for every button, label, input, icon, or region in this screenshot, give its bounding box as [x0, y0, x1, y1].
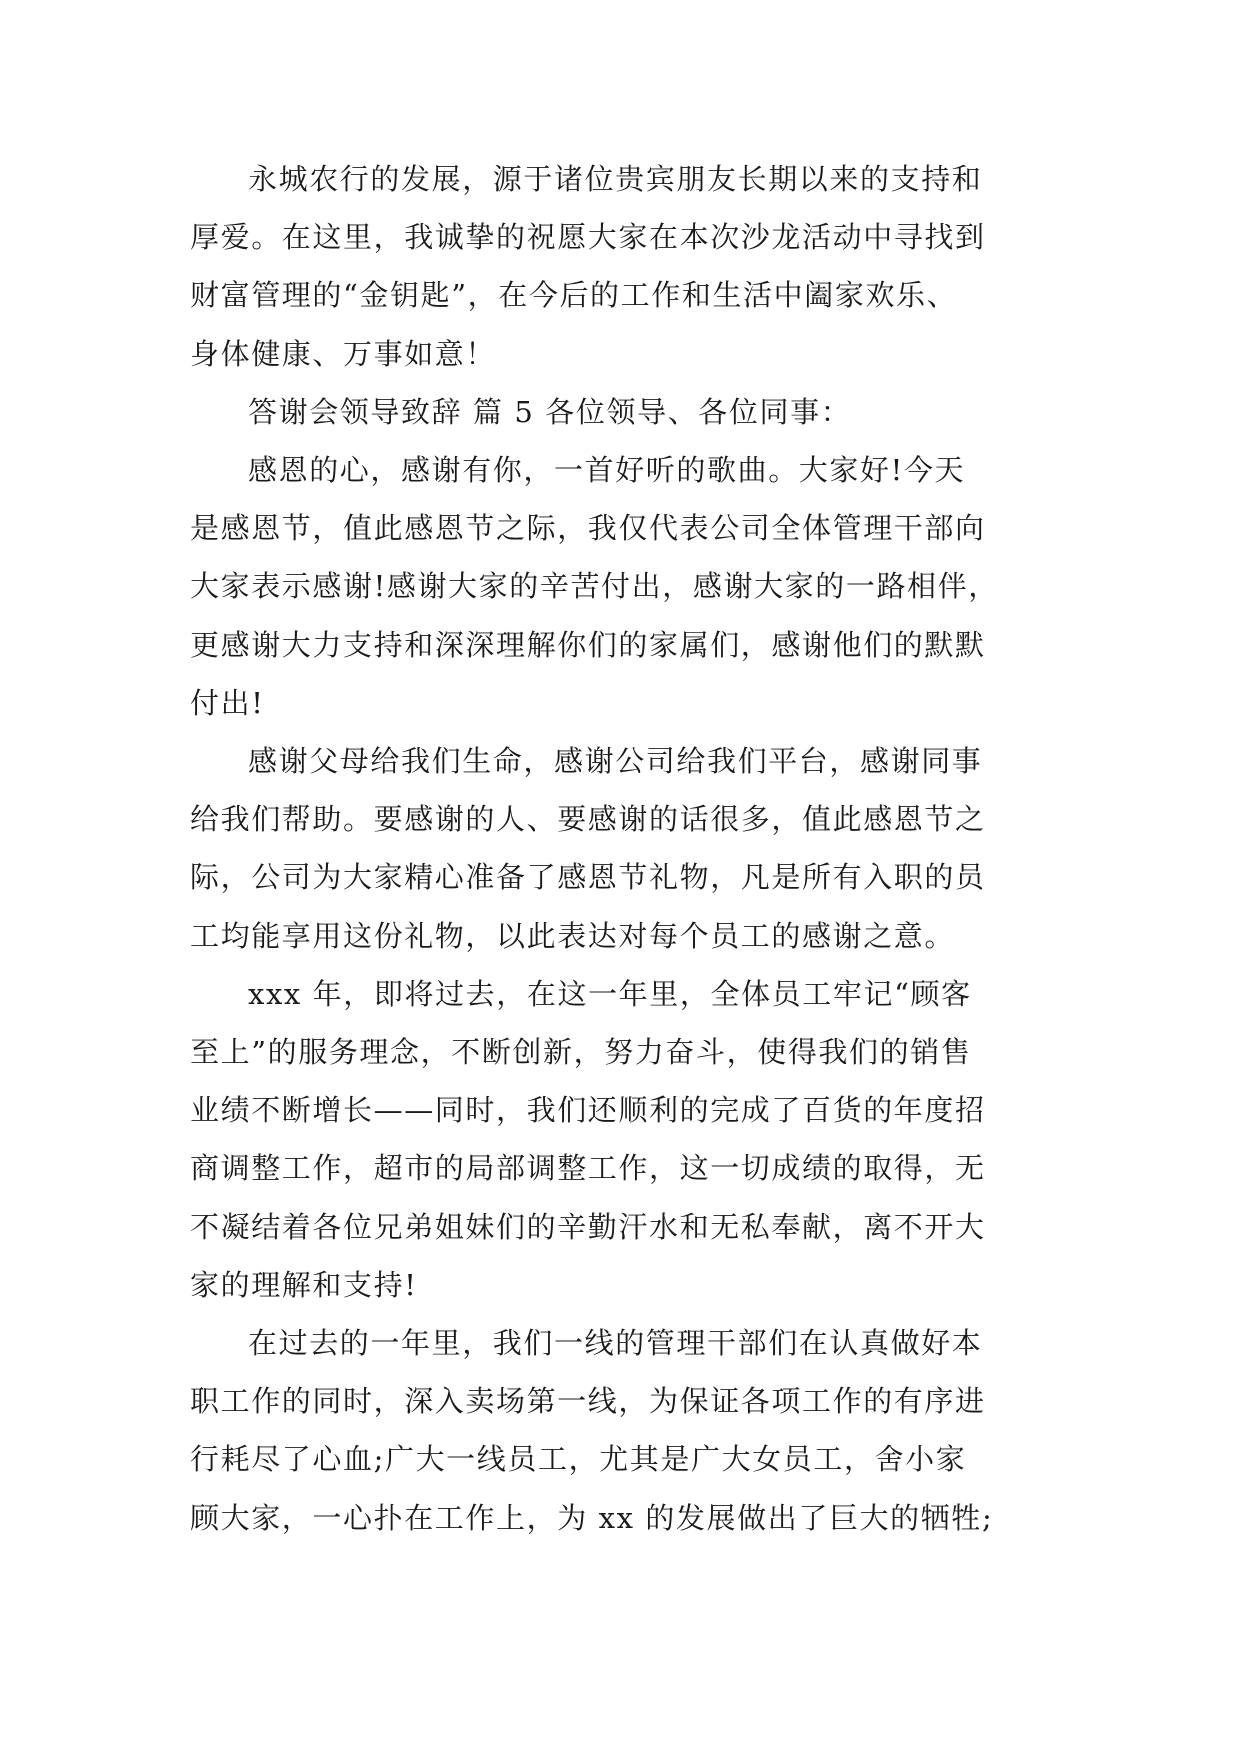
- text-line: 不凝结着各位兄弟姐妹们的辛勤汗水和无私奉献，离不开大: [190, 1209, 986, 1244]
- paragraph-thanksgiving-intro: [190, 441, 1070, 732]
- text-line: 感谢父母给我们生命，感谢公司给我们平台，感谢同事: [248, 744, 983, 779]
- text-line: 在过去的一年里，我们一线的管理干部们在认真做好本: [248, 1326, 983, 1361]
- text-line: 顾大家，一心扑在工作上，为 xx 的发展做出了巨大的牺牲;: [190, 1500, 994, 1535]
- text-line: 行耗尽了心血;广大一线员工，尤其是广大女员工，舍小家: [190, 1442, 967, 1477]
- text-line: 付出!: [190, 685, 265, 720]
- text-line: 财富管理的“金钥匙”，在今后的工作和生活中阖家欢乐、: [190, 278, 958, 313]
- text-line: 厚爱。在这里，我诚挚的祝愿大家在本次沙龙活动中寻找到: [190, 220, 986, 255]
- text-line: 大家表示感谢!感谢大家的辛苦付出，感谢大家的一路相伴，: [190, 569, 999, 604]
- text-line: 永城农行的发展，源于诸位贵宾朋友长期以来的支持和: [248, 162, 983, 196]
- text-line: 更感谢大力支持和深深理解你们的家属们，感谢他们的默默: [190, 627, 986, 662]
- paragraph-section-heading: [190, 383, 1070, 441]
- section-heading-line: 答谢会领导致辞 篇 5 各位领导、各位同事：: [248, 394, 852, 429]
- text-line: 业绩不断增长——同时，我们还顺利的完成了百货的年度招: [190, 1093, 986, 1128]
- text-line: 商调整工作，超市的局部调整工作，这一切成绩的取得，无: [190, 1151, 986, 1186]
- text-line: xxx 年，即将过去，在这一年里，全体员工牢记“顾客: [248, 976, 972, 1011]
- text-line: 家的理解和支持!: [190, 1267, 418, 1302]
- text-line: 职工作的同时，深入卖场第一线，为保证各项工作的有序进: [190, 1384, 986, 1419]
- text-line: 给我们帮助。要感谢的人、要感谢的话很多，值此感恩节之: [190, 802, 986, 837]
- text-line: 感恩的心，感谢有你，一首好听的歌曲。大家好!今天: [248, 453, 966, 488]
- text-line: 是感恩节，值此感恩节之际，我仅代表公司全体管理干部向: [190, 511, 986, 546]
- text-line: 际，公司为大家精心准备了感恩节礼物，凡是所有入职的员: [190, 860, 986, 895]
- text-line: 至上”的服务理念，不断创新，努力奋斗，使得我们的销售: [190, 1035, 972, 1070]
- paragraph-closing-wishes: [190, 150, 1070, 383]
- text-line: 工均能享用这份礼物，以此表达对每个员工的感谢之意。: [190, 918, 956, 953]
- document-body: [190, 150, 1070, 1547]
- paragraph-year-review: [190, 965, 1070, 1314]
- paragraph-frontline-staff: [190, 1314, 1070, 1547]
- text-line: 身体健康、万事如意！: [190, 336, 497, 371]
- paragraph-gratitude-gifts: [190, 732, 1070, 965]
